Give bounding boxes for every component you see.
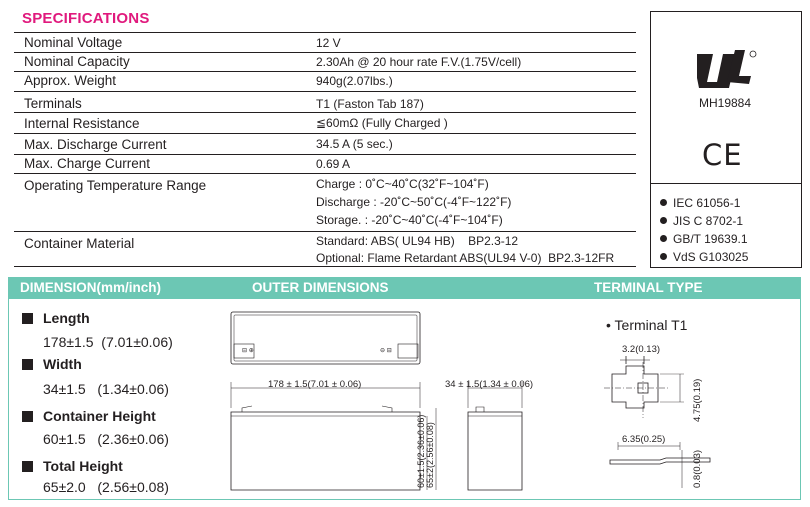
material-standard: Standard: ABS( UL94 HB) BP2.3-12 [316,234,519,248]
header-terminal-type: TERMINAL TYPE [594,280,703,295]
terminal-mark-right: ⊖ ⊟ [380,348,392,354]
container-height-dim-label: 60±1.5(2.36±0.06) [416,414,426,488]
width-dim-label: 34 ± 1.5(1.34 ± 0.06) [445,379,534,390]
terminal-thickness-label: 0.8(0.03) [692,449,703,488]
standard-item: JIS C 8702-1 [660,214,743,228]
outer-dimensions-drawing [222,300,562,498]
dim-value-length: 178±1.5 (7.01±0.06) [43,334,173,350]
length-dim-label: 178 ± 1.5(7.01 ± 0.06) [268,379,362,390]
ce-mark-icon: CE [702,138,743,172]
spec-value: ≦60mΩ (Fully Charged ) [316,116,448,130]
square-bullet-icon [22,461,33,472]
spec-label: Container Material [24,236,135,251]
cert-divider [650,183,801,184]
spec-value: 0.69 A [316,157,351,171]
square-bullet-icon [22,359,33,370]
spec-row-nominal-capacity [14,53,636,72]
dim-label-width: Width [22,356,82,372]
dim-label-container-height: Container Height [22,408,156,424]
spec-value: 12 V [316,36,341,50]
ul-file-number: MH19884 [698,96,752,110]
total-height-dim-label: 65±2(2.56±0.08) [425,422,435,488]
bullet-icon [660,253,667,260]
terminal-name: • Terminal T1 [606,317,688,333]
spec-label: Max. Charge Current [24,156,151,171]
dim-value-total-height: 65±2.0 (2.56±0.08) [43,479,169,495]
dim-label-total-height: Total Height [22,458,123,474]
material-optional: Optional: Flame Retardant ABS(UL94 V-0) BP2.3-12FR [316,251,615,265]
temp-discharge: Discharge : -20˚C~50˚C(-4˚F~122˚F) [316,195,512,209]
terminal-length-label: 6.35(0.25) [622,434,666,445]
spec-label: Nominal Voltage [24,35,123,50]
spec-row-nominal-voltage [14,33,636,53]
spec-label: Internal Resistance [24,116,140,131]
ul-recognized-icon [693,48,759,92]
spec-label: Terminals [24,96,82,111]
dim-value-container-height: 60±1.5 (2.36±0.06) [43,431,169,447]
spec-label: Nominal Capacity [24,54,130,69]
spec-row-container-material [14,232,636,267]
bullet-icon [660,235,667,242]
spec-value: T1 (Faston Tab 187) [316,97,424,111]
square-bullet-icon [22,313,33,324]
spec-label: Approx. Weight [24,73,117,88]
spec-value: 34.5 A (5 sec.) [316,137,393,151]
spec-row-max-charge [14,155,636,174]
terminal-height-label: 4.75(0.19) [692,378,703,422]
terminal-drawing [600,338,720,498]
bullet-icon [660,199,667,206]
spec-title: SPECIFICATIONS [22,10,150,27]
spec-row-internal-resistance [14,113,636,134]
spec-row-max-discharge [14,134,636,155]
dim-value-width: 34±1.5 (1.34±0.06) [43,381,169,397]
spec-label: Operating Temperature Range [24,178,207,193]
dim-label-length: Length [22,310,90,326]
standard-item: VdS G103025 [660,250,748,264]
temp-storage: Storage. : -20˚C~40˚C(-4˚F~104˚F) [316,213,503,227]
spec-row-operating-temperature [14,174,636,232]
spec-row-terminals [14,93,636,113]
spec-value: 2.30Ah @ 20 hour rate F.V.(1.75V/cell) [316,55,522,69]
spec-label: Max. Discharge Current [24,137,167,152]
terminal-mark-left: ⊟ ⊕ [242,348,254,354]
temp-charge: Charge : 0˚C~40˚C(32˚F~104˚F) [316,177,489,191]
standard-item: IEC 61056-1 [660,196,740,210]
header-outer-dimensions: OUTER DIMENSIONS [252,280,389,295]
spec-value: 940g(2.07lbs.) [316,74,393,88]
header-dimension: DIMENSION(mm/inch) [20,280,162,295]
standard-item: GB/T 19639.1 [660,232,748,246]
terminal-width-label: 3.2(0.13) [622,344,661,355]
bullet-icon [660,217,667,224]
square-bullet-icon [22,411,33,422]
spec-row-approx-weight [14,72,636,92]
